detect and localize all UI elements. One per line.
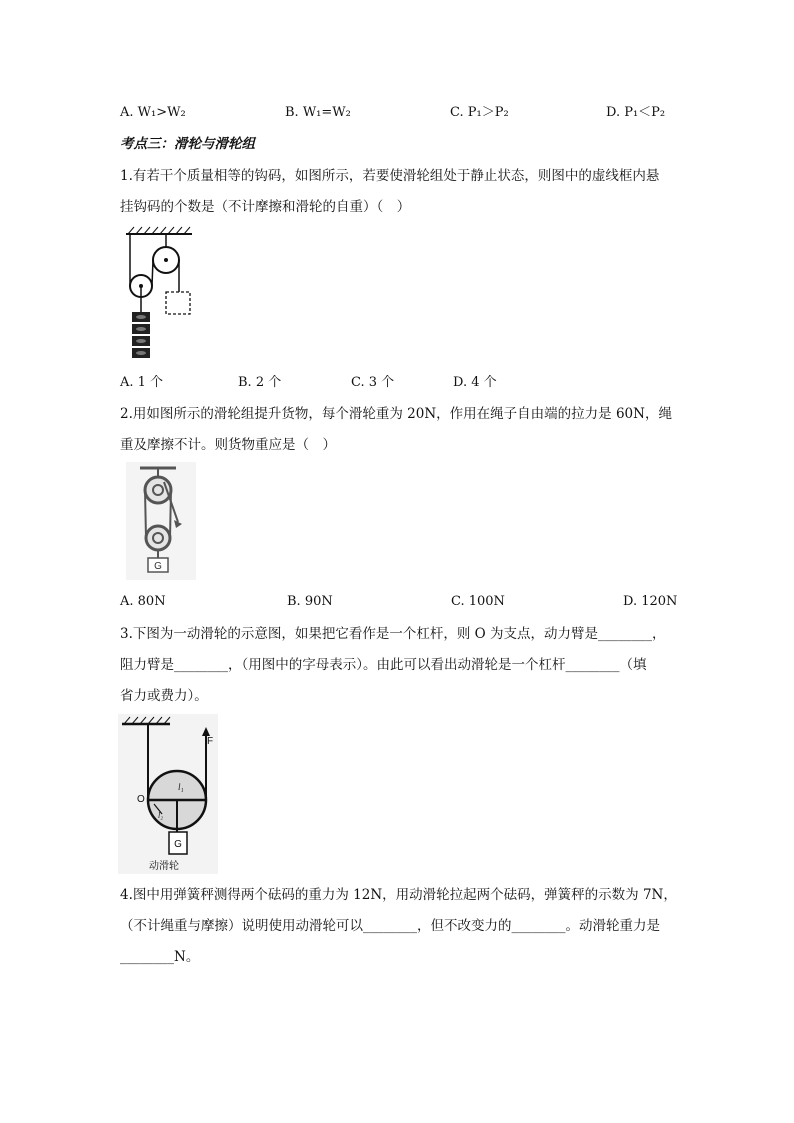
q3-arm1-label: l₁	[178, 782, 184, 792]
q1-option-c: C. 3 个	[351, 375, 395, 390]
q2-weight-label: G	[154, 561, 162, 572]
option-c-top: C. P₁＞P₂	[450, 105, 509, 120]
q4-text-line2: （不计绳重与摩擦）说明使用动滑轮可以________，但不改变力的________。动滑轮重力是	[120, 918, 660, 934]
q4-text-line3: ________N。	[120, 949, 200, 965]
q3-text-line1: 3.下图为一动滑轮的示意图，如果把它看作是一个杠杆，则 O 为支点，动力臂是________，	[120, 626, 666, 642]
option-d-top: D. P₁＜P₂	[606, 105, 666, 120]
option-a-top: A. W₁>W₂	[120, 105, 186, 120]
q2-option-a: A. 80N	[120, 594, 166, 609]
q3-pivot-label: O	[137, 794, 145, 805]
q3-text-line3: 省力或费力）。	[120, 688, 208, 704]
q2-text-line1: 2.用如图所示的滑轮组提升货物，每个滑轮重为 20N，作用在绳子自由端的拉力是 60N，绳	[120, 406, 672, 422]
q1-text-line2: 挂钩码的个数是（不计摩擦和滑轮的自重）（ ）	[120, 199, 411, 215]
q1-option-b: B. 2 个	[238, 375, 282, 390]
q3-arm2-label: l₂	[158, 811, 164, 820]
option-b-top: B. W₁=W₂	[285, 105, 351, 120]
q2-pulley-figure	[126, 462, 196, 580]
q3-weight-label: G	[174, 839, 182, 850]
q4-text-line1: 4.图中用弹簧秤测得两个砝码的重力为 12N，用动滑轮拉起两个砝码，弹簧秤的示数为 7N，	[120, 887, 677, 903]
section-title: 考点三：滑轮与滑轮组	[120, 136, 255, 152]
q2-option-d: D. 120N	[623, 594, 678, 609]
q2-option-c: C. 100N	[451, 594, 505, 609]
q1-text-line1: 1.有若干个质量相等的钩码，如图所示，若要使滑轮组处于静止状态，则图中的虚线框内悬	[120, 168, 660, 184]
q3-force-label: F	[207, 736, 214, 747]
q2-option-b: B. 90N	[287, 594, 333, 609]
q3-lever-figure	[118, 714, 218, 874]
q3-figure-caption: 动滑轮	[149, 861, 179, 872]
q1-option-a: A. 1 个	[120, 375, 164, 390]
q3-text-line2: 阻力臂是________，（用图中的字母表示）。由此可以看出动滑轮是一个杠杆________（填	[120, 657, 647, 673]
q1-option-d: D. 4 个	[453, 375, 497, 390]
q2-text-line2: 重及摩擦不计。则货物重应是（ ）	[120, 437, 336, 453]
q1-pulley-figure	[120, 226, 200, 362]
